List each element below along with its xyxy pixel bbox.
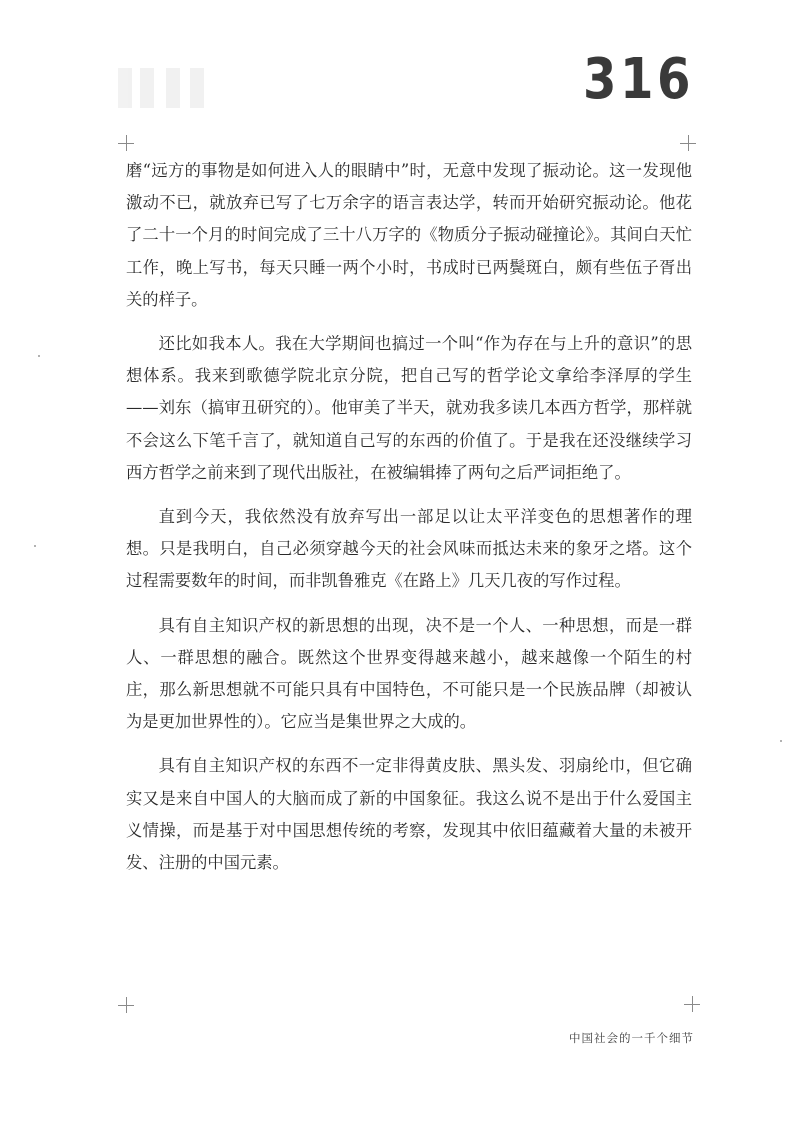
scan-speck (38, 355, 40, 357)
running-footer-book-title: 中国社会的一千个细节 (569, 1031, 694, 1045)
paragraph-5: 具有自主知识产权的东西不一定非得黄皮肤、黑头发、羽扇纶巾，但它确实又是来自中国人的大脑而成了新的中国象征。我这么说不是出于什么爱国主义情操，而是基于对中国思想传统的考察，发现其中依旧蕴藏着大量的未被开发、注册的中国元素。 (126, 756, 692, 873)
paragraph-4: 具有自主知识产权的新思想的出现，决不是一个人、一种思想，而是一群人、一群思想的融合。既然这个世界变得越来越小，越来越像一个陌生的村庄，那么新思想就不可能只具有中国特色，不可能只是一个民族品牌（却被认为是更加世界性的）。它应当是集世界之大成的。 (126, 615, 692, 732)
scan-speck (780, 740, 782, 742)
faded-stamp-mark (118, 68, 208, 112)
paragraph-2: 还比如我本人。我在大学期间也搞过一个叫“作为存在与上升的意识”的思想体系。我来到歌德学院北京分院，把自己写的哲学论文拿给李泽厚的学生——刘东（搞审丑研究的）。他审美了半天，就劝我多读几本西方哲学，那样就不会这么下笔千言了，就知道自己写的东西的价值了。于是我在还没继续学习西方哲学之前来到了现代出版社，在被编辑捧了两句之后严词拒绝了。 (126, 334, 692, 482)
crop-mark-bottom-left-icon (118, 997, 134, 1013)
crop-mark-top-right-icon (680, 135, 696, 151)
paragraph-1: 磨“远方的事物是如何进入人的眼睛中”时，无意中发现了振动论。这一发现他激动不已，就放弃已写了七万余字的语言表达学，转而开始研究振动论。他花了二十一个月的时间完成了三十八万字的《物质分子振动碰撞论》。其间白天忙工作，晚上写书，每天只睡一两个小时，书成时已两鬓斑白，颇有些伍子胥出关的样子。 (126, 161, 692, 309)
page-number: 316 (583, 47, 694, 112)
scan-speck (34, 545, 36, 547)
crop-mark-bottom-right-icon (684, 996, 700, 1012)
paragraph-3: 直到今天，我依然没有放弃写出一部足以让太平洋变色的思想著作的理想。只是我明白，自己必须穿越今天的社会风味而抵达未来的象牙之塔。这个过程需要数年的时间，而非凯鲁雅克《在路上》几天几夜的写作过程。 (126, 507, 692, 591)
crop-mark-top-left-icon (118, 135, 134, 151)
body-text (126, 155, 692, 891)
